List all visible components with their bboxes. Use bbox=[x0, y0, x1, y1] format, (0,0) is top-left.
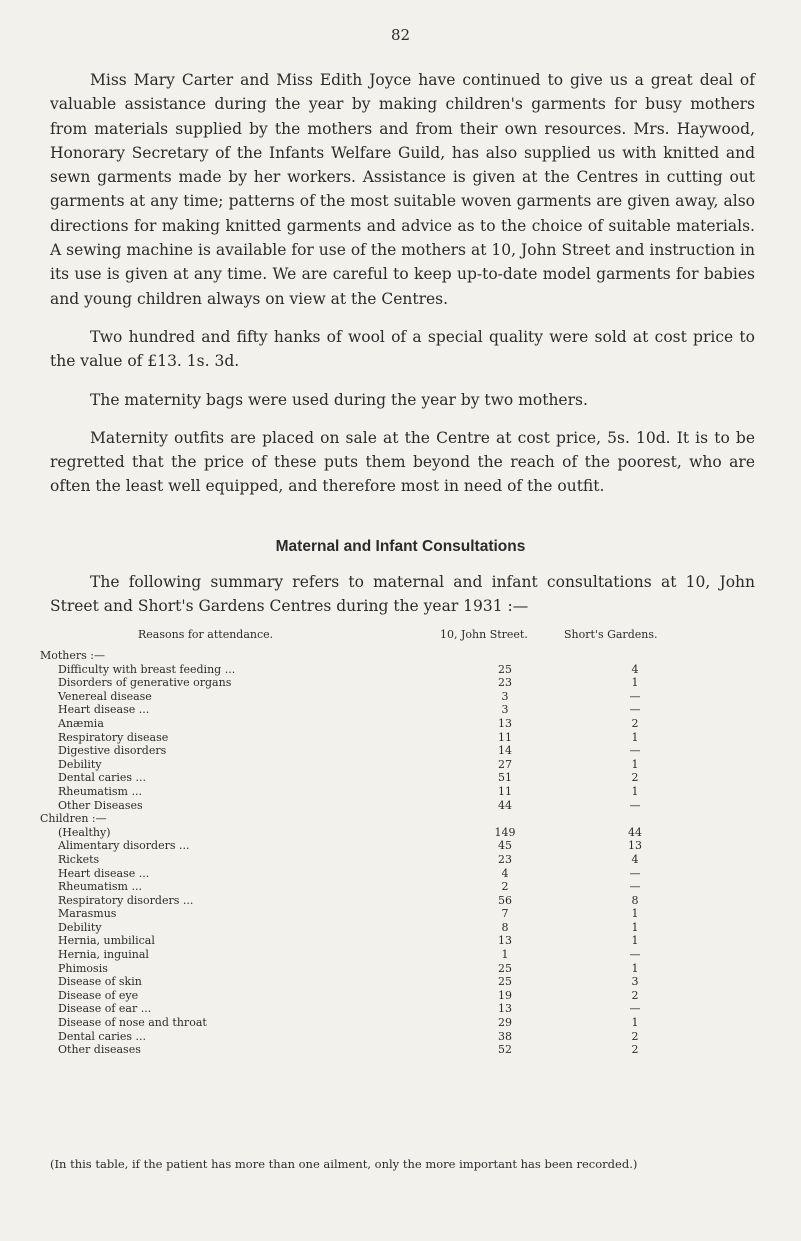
shorts-gardens-cell: — bbox=[629, 744, 641, 758]
paragraph-garments: Miss Mary Carter and Miss Edith Joyce have continued to give us a great deal of valuable assistance during the year by making children's garments for busy mothers from materials supplied by the mothers and from their own resources. Mrs. Haywood, Honorary Secretary of the Infants Welfare Guild, has also supplied us with knitted and sewn garments made by her workers. Assistance is given at the Centres in cutting out garments at any time; patterns of the most suitable woven garments are given away, also directions for making knitted garments and advice as to the choice of suitable materials. A sewing machine is available for use of the mothers at 10, John Street and instruction in its use is given at any time. We are careful to keep up-to-date model garments for babies and young children always on view at the Centres. bbox=[50, 71, 755, 308]
john-street-cell: 8 bbox=[501, 920, 509, 934]
reason-cell: (Healthy) bbox=[58, 825, 111, 839]
table-row bbox=[40, 962, 760, 976]
table-row bbox=[40, 703, 760, 717]
shorts-gardens-cell: 1 bbox=[631, 907, 639, 921]
reason-cell: Rheumatism ... bbox=[58, 784, 142, 798]
reason-cell: Dental caries ... bbox=[58, 771, 147, 785]
shorts-gardens-cell: 2 bbox=[631, 716, 639, 730]
table-row bbox=[40, 907, 760, 921]
shorts-gardens-cell: 1 bbox=[631, 920, 639, 934]
shorts-gardens-cell: 8 bbox=[631, 893, 639, 907]
john-street-cell: 4 bbox=[501, 866, 509, 880]
reason-cell: Rickets bbox=[58, 852, 100, 866]
shorts-gardens-cell: 1 bbox=[631, 1016, 639, 1030]
shorts-gardens-cell: 2 bbox=[631, 771, 639, 785]
reason-cell: Disease of ear ... bbox=[58, 1002, 152, 1016]
shorts-gardens-cell: — bbox=[629, 866, 641, 880]
table-row bbox=[40, 799, 760, 813]
intro-text bbox=[50, 570, 755, 619]
table-row bbox=[40, 731, 760, 745]
reason-cell: Digestive disorders bbox=[58, 744, 167, 758]
john-street-cell: 3 bbox=[501, 703, 509, 717]
shorts-gardens-cell: 4 bbox=[631, 852, 639, 866]
table-row bbox=[40, 948, 760, 962]
shorts-gardens-cell: 13 bbox=[628, 839, 642, 853]
table-row bbox=[40, 663, 760, 677]
john-street-cell: 149 bbox=[494, 825, 516, 839]
reason-cell: Other Diseases bbox=[58, 798, 143, 812]
reason-cell: Debility bbox=[58, 920, 102, 934]
table-body bbox=[40, 649, 760, 1057]
table-row bbox=[40, 839, 760, 853]
table-row bbox=[40, 1030, 760, 1044]
shorts-gardens-cell: — bbox=[629, 948, 641, 962]
table-row bbox=[40, 867, 760, 881]
shorts-gardens-cell: 1 bbox=[631, 757, 639, 771]
john-street-cell: 44 bbox=[498, 798, 512, 812]
table-row bbox=[40, 921, 760, 935]
reason-cell: Other diseases bbox=[58, 1043, 141, 1057]
john-street-cell: 52 bbox=[498, 1043, 512, 1057]
john-street-cell: 13 bbox=[498, 1002, 512, 1016]
shorts-gardens-cell: 1 bbox=[631, 730, 639, 744]
table-row bbox=[40, 1002, 760, 1016]
table-row bbox=[40, 1043, 760, 1057]
table-row bbox=[40, 758, 760, 772]
table-row bbox=[40, 690, 760, 704]
john-street-cell: 11 bbox=[498, 784, 512, 798]
section-heading: Maternal and Infant Consultations bbox=[275, 538, 526, 555]
table-row bbox=[40, 1016, 760, 1030]
reason-cell: Disease of nose and throat bbox=[58, 1016, 207, 1030]
john-street-cell: 29 bbox=[498, 1016, 512, 1030]
shorts-gardens-cell: 1 bbox=[631, 676, 639, 690]
reason-cell: Heart disease ... bbox=[58, 703, 150, 717]
reason-cell: Hernia, inguinal bbox=[58, 948, 149, 962]
page-number: 82 bbox=[390, 26, 411, 44]
shorts-gardens-cell: — bbox=[629, 703, 641, 717]
consultations-table bbox=[40, 628, 760, 1057]
john-street-cell: 1 bbox=[501, 948, 509, 962]
shorts-gardens-cell: 3 bbox=[631, 975, 639, 989]
paragraph-outfits: Maternity outfits are placed on sale at the Centre at cost price, 5s. 10d. It is to be regretted that the price of these puts them beyond the reach of the poorest, who are often the least well equipped, and therefore most in need of the outfit. bbox=[50, 428, 755, 496]
group-label: Mothers :— bbox=[40, 649, 106, 662]
header-john-street: 10, John Street. bbox=[440, 628, 528, 641]
shorts-gardens-cell: — bbox=[629, 880, 641, 894]
john-street-cell: 25 bbox=[498, 975, 512, 989]
reason-cell: Hernia, umbilical bbox=[58, 934, 155, 948]
reason-cell: Phimosis bbox=[58, 961, 108, 975]
shorts-gardens-cell: 2 bbox=[631, 1043, 639, 1057]
john-street-cell: 56 bbox=[498, 893, 512, 907]
shorts-gardens-cell: 2 bbox=[631, 988, 639, 1002]
shorts-gardens-cell: — bbox=[629, 798, 641, 812]
intro-paragraph: The following summary refers to maternal and infant consultations at 10, John Street and Short's Gardens Centres during the year 1931 :— bbox=[50, 573, 755, 616]
table-row bbox=[40, 989, 760, 1003]
shorts-gardens-cell: 1 bbox=[631, 961, 639, 975]
shorts-gardens-cell: — bbox=[629, 689, 641, 703]
john-street-cell: 23 bbox=[498, 852, 512, 866]
reason-cell: Heart disease ... bbox=[58, 866, 150, 880]
header-shorts-gardens: Short's Gardens. bbox=[564, 628, 658, 641]
reason-cell: Alimentary disorders ... bbox=[58, 839, 190, 853]
group-label: Children :— bbox=[40, 812, 107, 826]
table-row bbox=[40, 853, 760, 867]
reason-cell: Rheumatism ... bbox=[58, 880, 142, 894]
john-street-cell: 19 bbox=[498, 988, 512, 1002]
table-row bbox=[40, 717, 760, 731]
reason-cell: Disease of eye bbox=[58, 988, 139, 1002]
reason-cell: Respiratory disease bbox=[58, 730, 169, 744]
table-row bbox=[40, 894, 760, 908]
header-reasons: Reasons for attendance. bbox=[138, 628, 274, 641]
table-header bbox=[40, 628, 760, 649]
john-street-cell: 45 bbox=[498, 839, 512, 853]
reason-cell: Debility bbox=[58, 757, 102, 771]
john-street-cell: 51 bbox=[498, 771, 512, 785]
reason-cell: Dental caries ... bbox=[58, 1029, 147, 1043]
paragraph-bags: The maternity bags were used during the year by two mothers. bbox=[90, 390, 588, 409]
john-street-cell: 38 bbox=[498, 1029, 512, 1043]
table-row bbox=[40, 880, 760, 894]
shorts-gardens-cell: 4 bbox=[631, 662, 639, 676]
table-row bbox=[40, 934, 760, 948]
john-street-cell: 13 bbox=[498, 716, 512, 730]
shorts-gardens-cell: 44 bbox=[628, 825, 642, 839]
john-street-cell: 25 bbox=[498, 961, 512, 975]
john-street-cell: 13 bbox=[498, 934, 512, 948]
john-street-cell: 14 bbox=[498, 744, 512, 758]
shorts-gardens-cell: 1 bbox=[631, 934, 639, 948]
john-street-cell: 23 bbox=[498, 676, 512, 690]
reason-cell: Marasmus bbox=[58, 907, 117, 921]
john-street-cell: 11 bbox=[498, 730, 512, 744]
reason-cell: Venereal disease bbox=[58, 689, 152, 703]
table-row bbox=[40, 785, 760, 799]
shorts-gardens-cell: 2 bbox=[631, 1029, 639, 1043]
john-street-cell: 27 bbox=[498, 757, 512, 771]
footnote: (In this table, if the patient has more than one ailment, only the more important has been recorded.) bbox=[50, 1157, 638, 1171]
table-row bbox=[40, 744, 760, 758]
reason-cell: Respiratory disorders ... bbox=[58, 893, 194, 907]
john-street-cell: 3 bbox=[501, 689, 509, 703]
table-row bbox=[40, 975, 760, 989]
shorts-gardens-cell: — bbox=[629, 1002, 641, 1016]
reason-cell: Anæmia bbox=[58, 716, 104, 730]
table-row bbox=[40, 771, 760, 785]
body-text bbox=[50, 68, 755, 513]
paragraph-wool: Two hundred and fifty hanks of wool of a special quality were sold at cost price to the value of £13. 1s. 3d. bbox=[50, 327, 755, 371]
table-row bbox=[40, 676, 760, 690]
reason-cell: Disorders of generative organs bbox=[58, 676, 232, 690]
john-street-cell: 2 bbox=[501, 880, 509, 894]
shorts-gardens-cell: 1 bbox=[631, 784, 639, 798]
reason-cell: Disease of skin bbox=[58, 975, 142, 989]
john-street-cell: 7 bbox=[501, 907, 509, 921]
reason-cell: Difficulty with breast feeding ... bbox=[58, 662, 236, 676]
john-street-cell: 25 bbox=[498, 662, 512, 676]
table-row bbox=[40, 826, 760, 840]
